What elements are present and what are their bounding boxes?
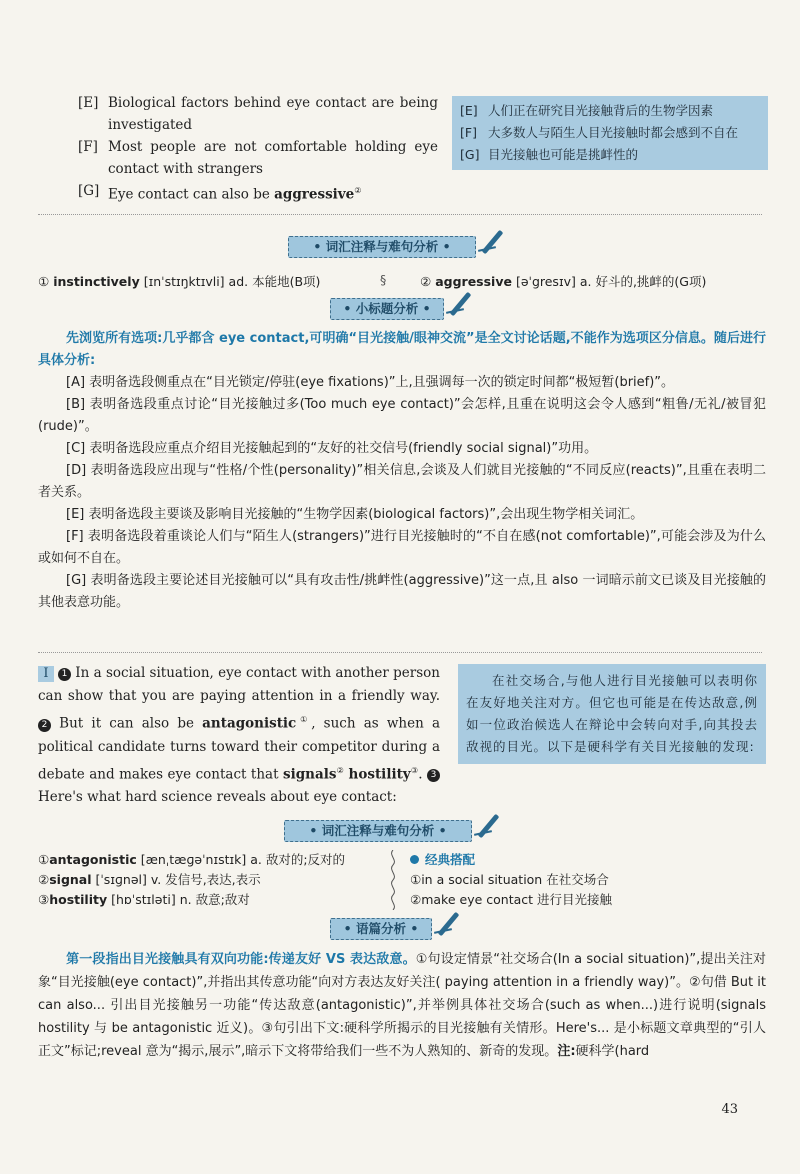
pen-icon	[436, 912, 462, 938]
options-translation-box: [E] 人们正在研究目光接触背后的生物学因素 [F] 大多数人与陌生人目光接触时都会感到不自在 [G] 目光接触也可能是挑衅性的	[452, 96, 768, 170]
section-label-vocab: • 词汇注释与难句分析 •	[284, 820, 472, 842]
section-label-vocab: • 词汇注释与难句分析 •	[288, 236, 476, 258]
passage-analysis: 第一段指出目光接触具有双向功能:传递友好 VS 表达敌意。①句设定情景“社交场合(In a social situation)”,提出关注对象“目光接触(eye contact)”,并指出其传意功能“向对方表达友好关注( paying attention in a friendly way)”。②句借 But it can also... 引出目光接触另一功能“传达敌意(antagonistic)”,并举例具体社交场合(such as when...)进行说明(signals hostility 与 be antagonistic 近义)。③句引出下文:硬科学所揭示的目光接触有关情形。Here's... 是小标题文章典型的“引人正文”标记;reveal 意为“揭示,展示”,暗示下文将带给我们一些不为人熟知的、新奇的发现。注:硬科学(hard	[38, 952, 766, 1059]
section-separator-icon: §	[380, 272, 387, 287]
paragraph-translation-box: 在社交场合,与他人进行目光接触可以表明你在友好地关注对方。但它也可能是在传达敌意,例如一位政治候选人在辩论中会转向对手,向其投去敌视的目光。以下是硬科学有关目光接触的发现:	[458, 664, 766, 764]
section-label-passage: • 语篇分析 •	[330, 918, 432, 940]
bullet-icon	[410, 855, 419, 864]
option-e: [E] Biological factors behind eye contact are being investigated	[78, 95, 438, 133]
page-number: 43	[721, 1102, 738, 1117]
pen-icon	[476, 814, 502, 840]
options-list	[78, 92, 438, 206]
page: [E] Biological factors behind eye contact are being investigated [F] Most people are not comfortable holding eye contact with strangers [G] Eye contact can also be aggressive② [E] 人们正在研究目光接触背后的生物学因素 [F] 大多数人与陌生人目光接触时都会感到不自在 [G] 目光接触也可能是挑衅性的 • 词汇注释与难句分析 • ① instinctively [ɪnˈstɪŋktɪvli] ad. 本能地(B项) § ② aggressive [əˈgresɪv] a. 好斗的,挑衅的(G项) • 小标题分析 • 先浏览所有选项:几乎都含 eye contact,可明确“目光接触/眼神交流”是全文讨论话题,不能作为选项区分信息。随后进行具体分析: [A] 表明备选段侧重点在“目光锁定/停驻(eye fixations)”上,且强调每一次的锁定时间都“极短暂(brief)”。 [B] 表明备选段重点讨论“目光接触过多(Too much eye contact)”会怎样,且重在说明这会令人感到“粗鲁/无礼/被冒犯(rude)”。 [C] 表明备选段应重点介绍目光接触起到的“友好的社交信号(friendly social signal)”功用。 [D] 表明备选段应出现与“性格/个性(personality)”相关信息,会谈及人们就目光接触的“不同反应(reacts)”,且重在表明二者关系。 [E] 表明备选段主要谈及影响目光接触的“生物学因素(biological factors)”,会出现生物学相关词汇。 [F] 表明备选段着重谈论人们与“陌生人(strangers)”进行目光接触时的“不自在感(not comfortable)”,可能会涉及为什么或如何不自在。 [G] 表明备选段主要论述目光接触可以“具有攻击性/挑衅性(aggressive)”这一点,且 also 一词暗示前文已谈及目光接触的其他表意功能。 I 1 In a social situation, eye contact with another person can show that you are paying attention in a friendly way. 2 But it can also be antagonistic①, such as when a political candidate turns toward their competitor during a debate and makes eye contact that signals② hostility③. 3Here's what hard science reveals about eye contact: 在社交场合,与他人进行目光接触可以表明你在友好地关注对方。但它也可能是在传达敌意,例如一位政治候选人在辩论中会转向对手,向其投去敌视的目光。以下是硬科学有关目光接触的发现: • 词汇注释与难句分析 • ①antagonistic [ænˌtæɡəˈnɪstɪk] a. 敌对的;反对的 ②signal [ˈsɪɡnəl] v. 发信号,表达,表示 ③hostility [hɒˈstɪləti] n. 敌意;敌对 经典搭配 ①in a social situation 在社交场合 ②make eye contact 进行目光接触 • 语篇分析 • 第一段指出目光接触具有双向功能:传递友好 VS 表达敌意。①句设定情景“社交场合(In a social situation)”,提出关注对象“目光接触(eye contact)”,并指出其传意功能“向对方表达友好关注( paying attention in a friendly way)”。②句借 But it can also... 引出目光接触另一功能“传达敌意(antagonistic)”,并举例具体社交场合(such as when...)进行说明(signals hostility 与 be antagonistic 近义)。③句引出下文:硬科学所揭示的目光接触有关情形。Here's... 是小标题文章典型的“引人正文”标记;reveal 意为“揭示,展示”,暗示下文将带给我们一些不为人熟知的、新奇的发现。注:硬科学(hard 43	[0, 0, 800, 1174]
option-g: [G] Eye contact can also be aggressive②	[78, 183, 362, 203]
section-label-heading: • 小标题分析 •	[330, 298, 444, 320]
heading-analysis: 先浏览所有选项:几乎都含 eye contact,可明确“目光接触/眼神交流”是全文讨论话题,不能作为选项区分信息。随后进行具体分析: [A] 表明备选段侧重点在“目光锁定/停驻(eye fixations)”上,且强调每一次的锁定时间都“极短暂(brief)”。 [B] 表明备选段重点讨论“目光接触过多(Too much eye contact)”会怎样,且重在说明这会令人感到“粗鲁/无礼/被冒犯(rude)”。 [C] 表明备选段应重点介绍目光接触起到的“友好的社交信号(friendly social signal)”功用。 [D] 表明备选段应出现与“性格/个性(personality)”相关信息,会谈及人们就目光接触的“不同反应(reacts)”,且重在表明二者关系。 [E] 表明备选段主要谈及影响目光接触的“生物学因素(biological factors)”,会出现生物学相关词汇。 [F] 表明备选段着重谈论人们与“陌生人(strangers)”进行目光接触时的“不自在感(not comfortable)”,可能会涉及为什么或如何不自在。 [G] 表明备选段主要论述目光接触可以“具有攻击性/挑衅性(aggressive)”这一点,且 also 一词暗示前文已谈及目光接触的其他表意功能。	[38, 331, 766, 610]
keyword-aggressive: aggressive	[274, 186, 355, 203]
divider	[38, 214, 762, 215]
pen-icon	[480, 230, 506, 256]
pen-icon	[448, 292, 474, 318]
option-f: [F] Most people are not comfortable holding eye contact with strangers	[78, 139, 438, 177]
paragraph-number-badge: I	[38, 666, 54, 682]
divider	[38, 652, 762, 653]
paragraph-one: I 1 In a social situation, eye contact with another person can show that you are paying attention in a friendly way. 2 But it can also be antagonistic①, such as when a political candidate turns toward their competitor during a debate and makes eye contact that signals② hostility③. 3Here's what hard science reveals about eye contact:	[38, 665, 441, 805]
squiggle-separator-icon	[386, 850, 400, 910]
